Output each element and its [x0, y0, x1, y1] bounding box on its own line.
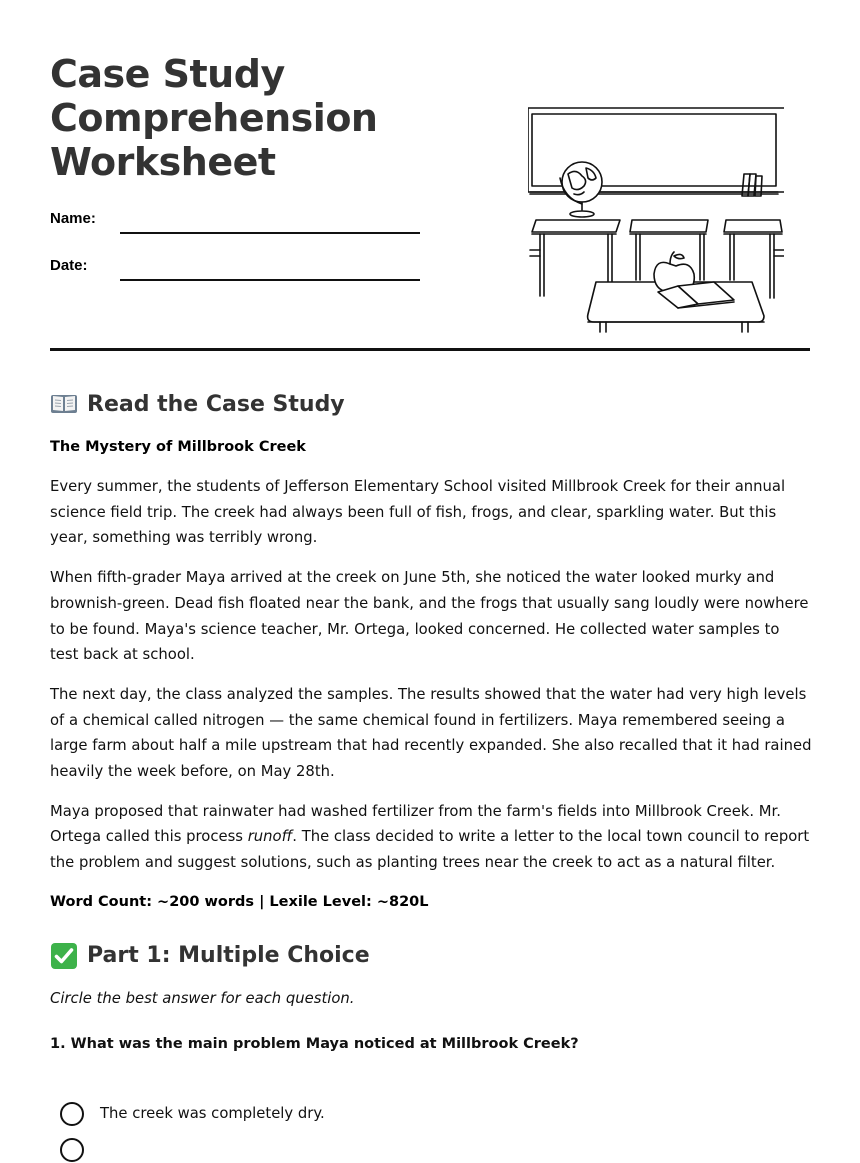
paragraph-4-start: Maya proposed that rainwater had washed fertilizer from the farm's fields into Millbrook Creek. Mr. Ortega called this process: [50, 802, 781, 846]
story-paragraph-1: Every summer, the students of Jefferson Elementary School visited Millbrook Creek for their annual science field trip. The creek had always been full of fish, frogs, and clear, sparkling water. But this year, something was terribly wrong.: [50, 478, 786, 547]
part1-heading-text: Part 1: Multiple Choice: [87, 943, 370, 969]
answer-circle[interactable]: [60, 1102, 84, 1126]
name-field[interactable]: [50, 210, 430, 240]
question-1: 1. What was the main problem Maya noticed at Millbrook Creek?: [50, 1035, 579, 1052]
part1-instructions: Circle the best answer for each question.: [50, 989, 355, 1007]
story-paragraph-2: When fifth-grader Maya arrived at the creek on June 5th, she noticed the water looked murky and brownish-green. Dead fish floated near the bank, and the frogs that usually sang loudly were nowhere to be found. Maya's science teacher, Mr. Ortega, looked concerned. He collected water samples to test back at school.: [50, 569, 809, 664]
globe-icon: [560, 162, 602, 217]
option-text: The creek was completely dry.: [100, 1105, 325, 1123]
read-case-study-heading-text: Read the Case Study: [87, 391, 345, 417]
name-label: Name:: [50, 210, 96, 227]
worksheet-content: [50, 388, 812, 1163]
date-label: Date:: [50, 257, 88, 274]
story-paragraph-4: [50, 799, 812, 876]
part1-heading: [50, 940, 812, 972]
story-paragraph-3: The next day, the class analyzed the samples. The results showed that the water had very high levels of a chemical called nitrogen — the same chemical found in fertilizers. Maya remembered seeing a large farm about half a mile upstream that had recently expanded. She also recalled that it had rained heavily the week before, on May 28th.: [50, 685, 812, 781]
question-1-option-2[interactable]: [60, 1137, 812, 1163]
open-book-icon: [50, 391, 78, 417]
story-title: The Mystery of Millbrook Creek: [50, 439, 306, 455]
worksheet-title: Case Study Comprehension Worksheet: [50, 52, 378, 184]
check-mark-button-icon: [50, 943, 78, 969]
runoff-term: runoff: [247, 828, 293, 846]
date-write-line[interactable]: [120, 279, 420, 281]
question-1-option-1[interactable]: [60, 1101, 812, 1127]
name-write-line[interactable]: [120, 232, 420, 234]
date-field[interactable]: [50, 257, 430, 287]
read-case-study-heading: [50, 388, 812, 420]
classroom-illustration: [528, 104, 784, 334]
paragraph-4-end: . The class decided to write a letter to the local town council to report the problem and suggest solutions, such as planting trees near the creek to act as a natural filter.: [50, 828, 810, 872]
word-count-info: Word Count: ~200 words | Lexile Level: ~820L: [50, 893, 429, 910]
answer-circle[interactable]: [60, 1138, 84, 1162]
header-divider: [50, 348, 810, 351]
